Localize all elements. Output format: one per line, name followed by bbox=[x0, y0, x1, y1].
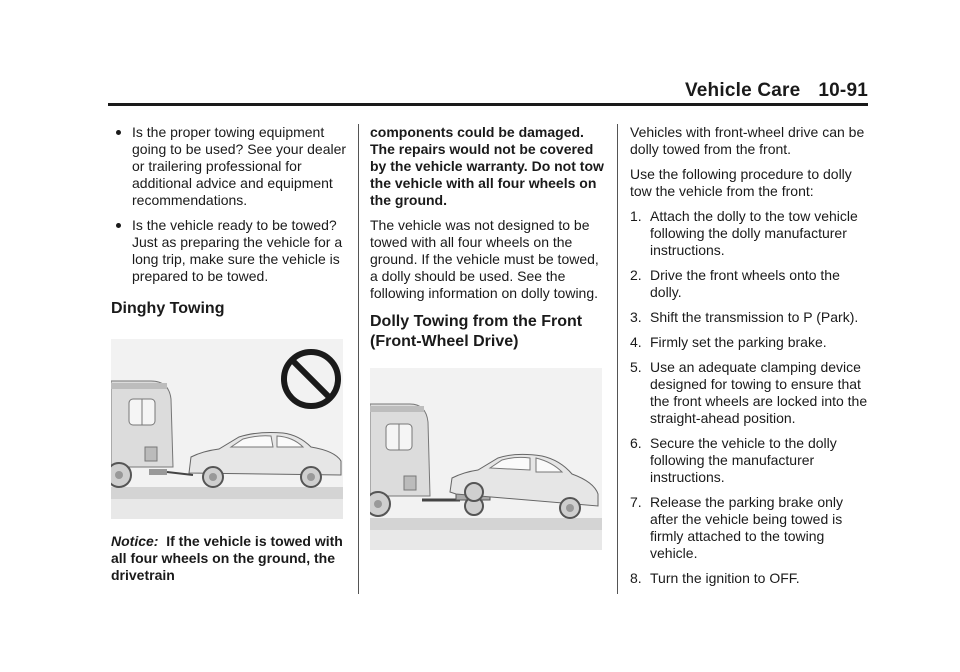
step-number: 6. bbox=[630, 435, 642, 451]
intro-paragraph-2: Use the following procedure to dolly tow the vehicle from the front: bbox=[630, 166, 852, 199]
step-text: Firmly set the parking brake. bbox=[650, 334, 827, 350]
procedure-step bbox=[630, 208, 870, 259]
bullet-item: Is the vehicle ready to be towed? Just as preparing the vehicle for a long trip, make sure the vehicle is prepared to be towed. bbox=[111, 217, 347, 285]
heading-line-1: Dolly Towing from the Front bbox=[370, 313, 583, 330]
notice-label: Notice: bbox=[111, 533, 159, 549]
procedure-step bbox=[630, 435, 870, 486]
step-number: 4. bbox=[630, 334, 642, 350]
intro-paragraph-1: Vehicles with front-wheel drive can be dolly towed from the front. bbox=[630, 124, 865, 157]
column-divider-1 bbox=[358, 124, 359, 594]
procedure-step bbox=[630, 494, 870, 562]
dolly-info-paragraph: The vehicle was not designed to be towed with all four wheels on the ground. If the vehicle must be towed, a dolly should be used. See the following information on dolly towing. bbox=[370, 217, 599, 301]
heading-dolly-towing bbox=[370, 312, 606, 352]
procedure-step bbox=[630, 334, 870, 351]
section-title: Vehicle Care bbox=[684, 80, 801, 101]
column-divider-2 bbox=[617, 124, 618, 594]
procedure-step bbox=[630, 309, 870, 326]
header-text bbox=[685, 80, 868, 102]
step-number: 1. bbox=[630, 208, 642, 224]
heading-dinghy-towing: Dinghy Towing bbox=[111, 300, 225, 317]
step-number: 5. bbox=[630, 359, 642, 375]
step-number: 3. bbox=[630, 309, 642, 325]
dinghy-towing-illustration bbox=[111, 339, 343, 519]
procedure-step bbox=[630, 359, 870, 427]
step-text: Use an adequate clamping device designed for towing to ensure that the front wheels are locked into the straight-ahead position. bbox=[650, 359, 868, 426]
page-number: 10-91 bbox=[818, 80, 868, 101]
step-text: Release the parking brake only after the vehicle being towed is firmly attached to the towing vehicle. bbox=[650, 494, 844, 561]
column-2 bbox=[370, 124, 606, 550]
bullet-item: Is the proper towing equipment going to be used? See your dealer or trailering professional for additional advice and equipment recommendations. bbox=[111, 124, 347, 209]
step-text: Shift the transmission to P (Park). bbox=[650, 309, 859, 325]
step-number: 8. bbox=[630, 570, 642, 586]
column-3 bbox=[630, 124, 870, 595]
notice-text: If the vehicle is towed with all four wheels on the ground, the drivetrain bbox=[111, 533, 343, 583]
notice-paragraph bbox=[111, 533, 347, 584]
step-text: Turn the ignition to OFF. bbox=[650, 570, 800, 586]
step-number: 2. bbox=[630, 267, 642, 283]
procedure-step bbox=[630, 267, 870, 301]
header-rule bbox=[108, 103, 868, 106]
step-number: 7. bbox=[630, 494, 642, 510]
step-text: Drive the front wheels onto the dolly. bbox=[650, 267, 840, 300]
notice-continued: components could be damaged. The repairs would not be covered by the vehicle warranty. Do not tow the vehicle with all four wheels on the ground. bbox=[370, 124, 604, 208]
step-text: Attach the dolly to the tow vehicle following the dolly manufacturer instructions. bbox=[650, 208, 858, 258]
procedure-step bbox=[630, 570, 870, 587]
dolly-towing-illustration bbox=[370, 368, 602, 550]
step-text: Secure the vehicle to the dolly following the manufacturer instructions. bbox=[650, 435, 837, 485]
heading-line-2: (Front-Wheel Drive) bbox=[370, 333, 519, 350]
column-1 bbox=[111, 124, 347, 592]
